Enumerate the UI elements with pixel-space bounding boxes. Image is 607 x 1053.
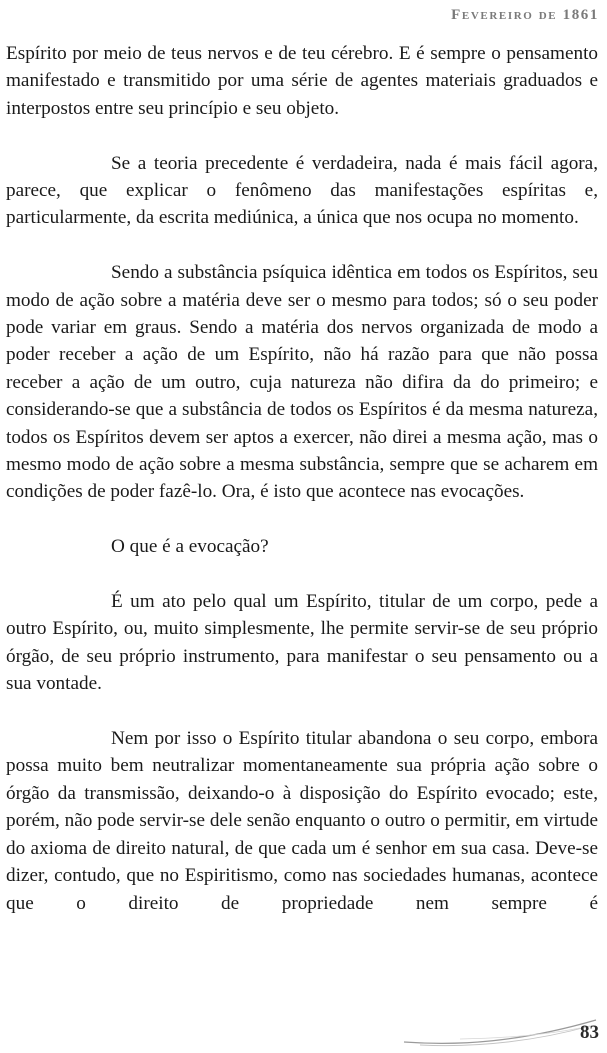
paragraph-question: O que é a evocação?: [111, 536, 269, 558]
page-body: [6, 40, 598, 917]
running-head: Fevereiro de 1861: [451, 7, 599, 23]
paragraph: Sendo a substância psíquica idêntica em todos os Espíritos, seu modo de ação sobre a matéria deve ser o mesmo para todos; só o seu poder pode variar em graus. Sendo a matéria dos nervos organizada de modo a poder receber a ação de um Espírito, não há razão para que não possa receber a ação de um outro, cuja natureza não difira da do primeiro; e considerando-se que a substância de todos os Espíritos é da mesma natureza, todos os Espíritos devem ser aptos a exercer, não direi a mesma ação, mas o mesmo modo de ação sobre a mesma substância, sempre que se acharem em condições de poder fazê-lo. Ora, é isto que acontece nas evocações.: [6, 262, 598, 503]
paragraph: Se a teoria precedente é verdadeira, nada é mais fácil agora, parece, que explicar o fenômeno das manifestações espíritas e, particularmente, da escrita mediúnica, a única que nos ocupa no momento.: [6, 152, 598, 229]
footer-swash-ornament: [400, 1012, 600, 1048]
page-number: 83: [580, 1022, 599, 1043]
paragraph: É um ato pelo qual um Espírito, titular de um corpo, pede a outro Espírito, ou, muito simplesmente, lhe permite servir-se de seu próprio órgão, de seu próprio instrumento, para manifestar o seu pensamento ou a sua vontade.: [6, 591, 598, 695]
paragraph: Nem por isso o Espírito titular abandona o seu corpo, embora possa muito bem neutralizar momentaneamente sua própria ação sobre o órgão da transmissão, deixando-o à disposição do Espírito evocado; este, porém, não pode servir-se dele senão enquanto o outro o permitir, em virtude do axioma de direito natural, de que cada um é senhor em sua casa. Deve-se dizer, contudo, que no Espiritismo, como nas sociedades humanas, acontece que o direito de propriedade nem sempre é: [6, 728, 598, 914]
paragraph-continuation: Espírito por meio de teus nervos e de teu cérebro. E é sempre o pensamento manifestado e transmitido por uma série de agentes materiais graduados e interpostos entre seu princípio e seu objeto.: [6, 43, 598, 119]
